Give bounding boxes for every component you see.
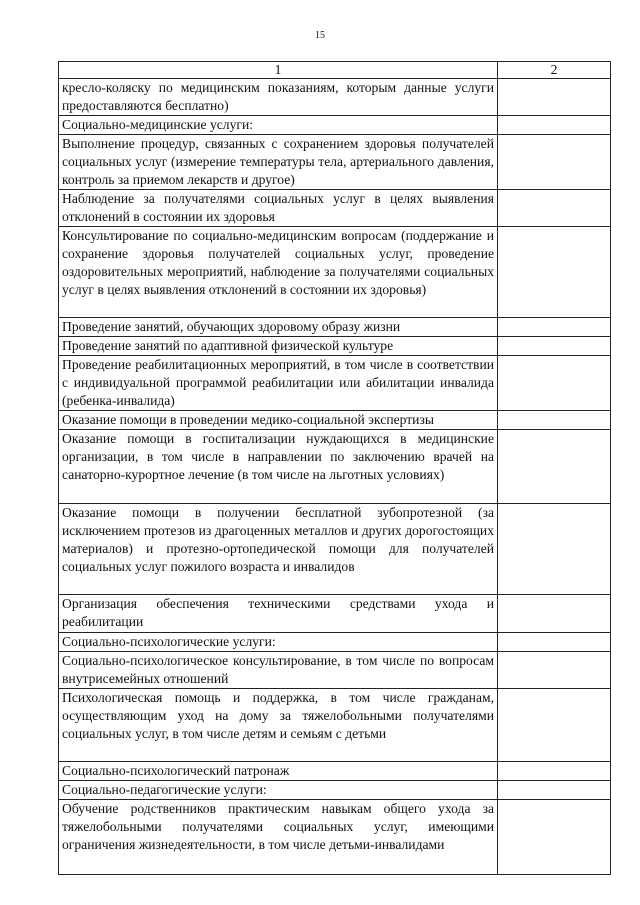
service-cell: Наблюдение за получателями социальных услуг в целях выявления отклонений в состоянии их здоровья (59, 190, 498, 227)
value-cell (498, 227, 611, 318)
table-row (59, 689, 611, 762)
services-table (58, 61, 611, 875)
table-row (59, 800, 611, 875)
service-cell: кресло-коляску по медицинским показаниям, которым данные услуги предоставляются бесплатно) (59, 79, 498, 116)
table-row (59, 227, 611, 318)
service-cell: Оказание помощи в проведении медико-социальной экспертизы (59, 411, 498, 430)
value-cell (498, 633, 611, 652)
table-row (59, 652, 611, 689)
value-cell (498, 595, 611, 633)
table-row (59, 411, 611, 430)
service-cell: Организация обеспечения техническими средствами ухода и реабилитации (59, 595, 498, 633)
service-cell: Психологическая помощь и поддержка, в том числе гражданам, осуществляющим уход на дому за тяжелобольными получателями социальных услуг, в том числе детям и семьям с детьми (59, 689, 498, 762)
service-cell: Проведение реабилитационных мероприятий, в том числе в соответствии с индивидуальной программой реабилитации или абилитации инвалида (ребенка-инвалида) (59, 356, 498, 411)
table-row (59, 116, 611, 135)
value-cell (498, 781, 611, 800)
service-cell: Социально-психологическое консультирование, в том числе по вопросам внутрисемейных отношений (59, 652, 498, 689)
value-cell (498, 318, 611, 337)
section-heading-cell: Социально-психологические услуги: (59, 633, 498, 652)
value-cell (498, 652, 611, 689)
service-cell: Оказание помощи в госпитализации нуждающихся в медицинские организации, в том числе в направлении по заключению врачей на санаторно-курортное лечение (в том числе на льготных условиях) (59, 430, 498, 504)
service-cell: Проведение занятий по адаптивной физической культуре (59, 337, 498, 356)
service-cell: Проведение занятий, обучающих здоровому образу жизни (59, 318, 498, 337)
value-cell (498, 337, 611, 356)
table-row (59, 337, 611, 356)
column-header-1: 1 (59, 62, 498, 79)
table-row (59, 504, 611, 595)
service-cell: Социально-психологический патронаж (59, 762, 498, 781)
value-cell (498, 356, 611, 411)
value-cell (498, 689, 611, 762)
value-cell (498, 190, 611, 227)
value-cell (498, 411, 611, 430)
table-row (59, 79, 611, 116)
value-cell (498, 430, 611, 504)
table-row (59, 190, 611, 227)
table-row (59, 135, 611, 190)
service-cell: Выполнение процедур, связанных с сохранением здоровья получателей социальных услуг (измерение температуры тела, артериального давления, контроль за приемом лекарств и другое) (59, 135, 498, 190)
table-row (59, 595, 611, 633)
table-row (59, 781, 611, 800)
table-row (59, 633, 611, 652)
value-cell (498, 116, 611, 135)
section-heading-cell: Социально-педагогические услуги: (59, 781, 498, 800)
table-row (59, 430, 611, 504)
table-row (59, 318, 611, 337)
value-cell (498, 135, 611, 190)
table-row (59, 762, 611, 781)
section-heading-cell: Социально-медицинские услуги: (59, 116, 498, 135)
value-cell (498, 762, 611, 781)
table-row (59, 356, 611, 411)
service-cell: Обучение родственников практическим навыкам общего ухода за тяжелобольными получателями социальных услуг, имеющими ограничения жизнедеятельности, в том числе детьми-инвалидами (59, 800, 498, 875)
service-cell: Оказание помощи в получении бесплатной зубопротезной (за исключением протезов из драгоценных металлов и других дорогостоящих материалов) и протезно-ортопедической помощи для получателей социальных услуг пожилого возраста и инвалидов (59, 504, 498, 595)
value-cell (498, 800, 611, 875)
table-header-row (59, 62, 611, 79)
page-number: 15 (315, 30, 325, 41)
column-header-2: 2 (498, 62, 611, 79)
value-cell (498, 79, 611, 116)
service-cell: Консультирование по социально-медицинским вопросам (поддержание и сохранение здоровья получателей социальных услуг, проведение оздоровительных мероприятий, наблюдение за получателями социальных услуг в целях выявления отклонений в состоянии их здоровья) (59, 227, 498, 318)
value-cell (498, 504, 611, 595)
